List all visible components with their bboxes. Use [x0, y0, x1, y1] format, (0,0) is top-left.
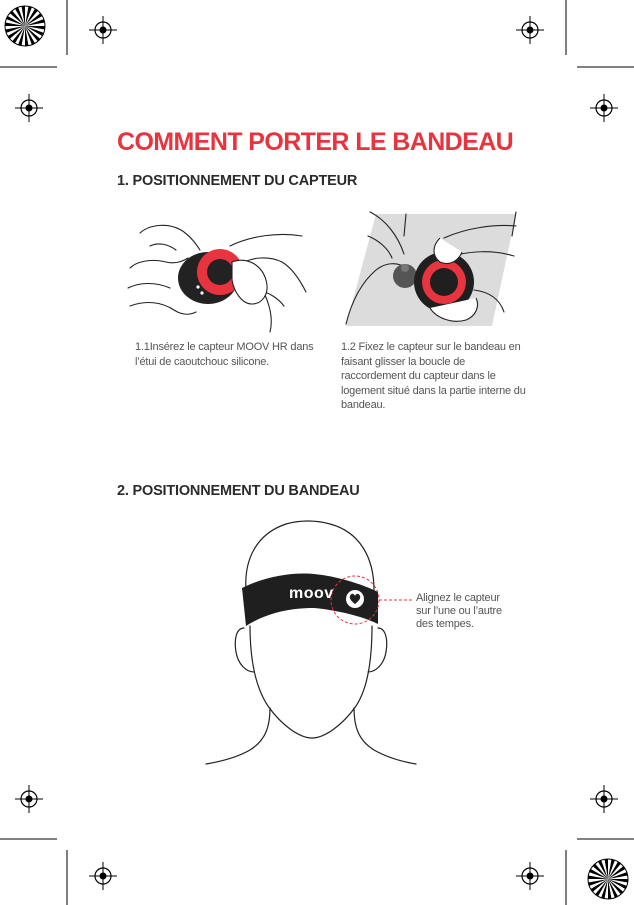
step-1-1-caption: 1.1Insérez le capteur MOOV HR dans l’étui de caoutchouc silicone.: [135, 341, 314, 368]
step-1-2-caption: 1.2 Fixez le capteur sur le bandeau en faisant glisser la boucle de raccordement du capteur dans le logement situé dans la partie interne du bandeau.: [341, 341, 526, 411]
callout-caption: Alignez le capteur sur l’une ou l’autre des tempes.: [416, 592, 502, 630]
page-title: COMMENT PORTER LE BANDEAU: [117, 128, 514, 156]
section-heading-band: 2. POSITIONNEMENT DU BANDEAU: [117, 483, 360, 499]
band-logo: moov: [289, 585, 334, 602]
heart-icon: [346, 590, 364, 608]
section-heading-sensor: 1. POSITIONNEMENT DU CAPTEUR: [117, 173, 358, 189]
